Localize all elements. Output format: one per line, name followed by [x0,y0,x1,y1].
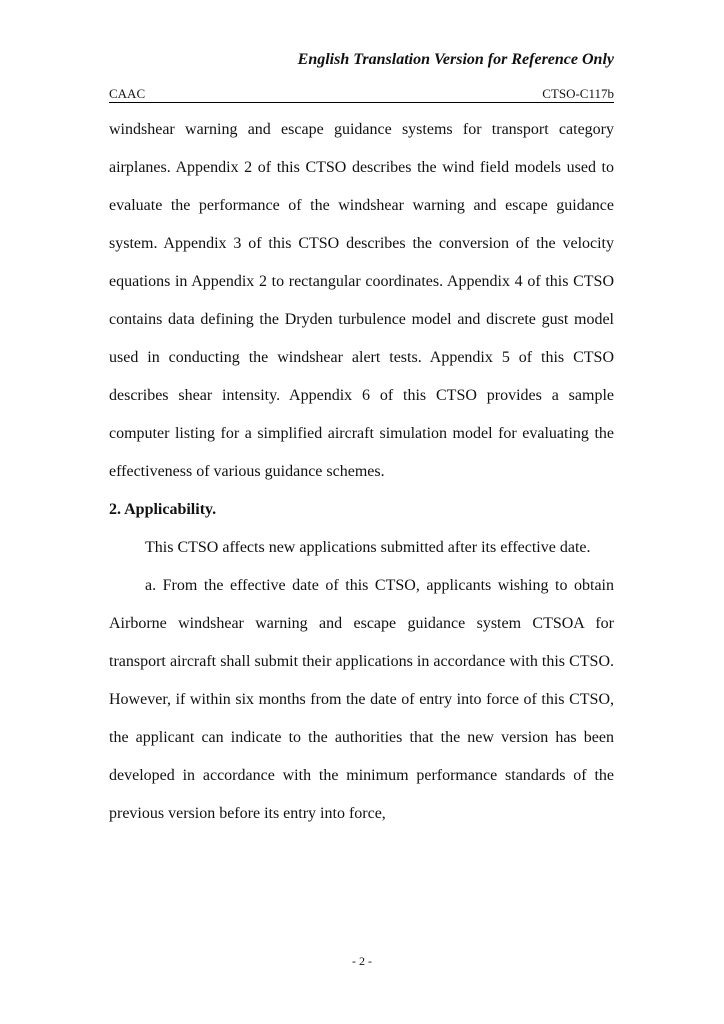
header-doc-id: CTSO-C117b [542,86,614,101]
page-number: - 2 - [352,954,372,968]
header-org: CAAC [109,86,146,101]
paragraph-appendices: windshear warning and escape guidance systems for transport category airplanes. Appendix 2 of this CTSO describes the wind field models used to evaluate the performance of the windshear warning and escape guidance system. Appendix 3 of this CTSO describes the conversion of the velocity equations in Appendix 2 to rectangular coordinates. Appendix 4 of this CTSO contains data defining the Dryden turbulence model and discrete gust model used in conducting the windshear alert tests. Appendix 5 of this CTSO describes shear intensity. Appendix 6 of this CTSO provides a sample computer listing for a simplified aircraft simulation model for evaluating the effectiveness of various guidance schemes. [109,121,614,480]
paragraph-item-a: a. From the effective date of this CTSO, applicants wishing to obtain Airborne windshear warning and escape guidance system CTSOA for transport aircraft shall submit their applications in accordance with this CTSO. However, if within six months from the date of entry into force of this CTSO, the applicant can indicate to the authorities that the new version has been developed in accordance with the minimum performance standards of the previous version before its entry into force, [109,577,614,822]
translation-banner: English Translation Version for Reference Only [297,51,614,68]
section-heading-applicability: 2. Applicability. [109,501,217,518]
paragraph-applicability: This CTSO affects new applications submitted after its effective date. [145,539,591,556]
body-text [109,111,614,833]
header-rule [109,102,614,103]
